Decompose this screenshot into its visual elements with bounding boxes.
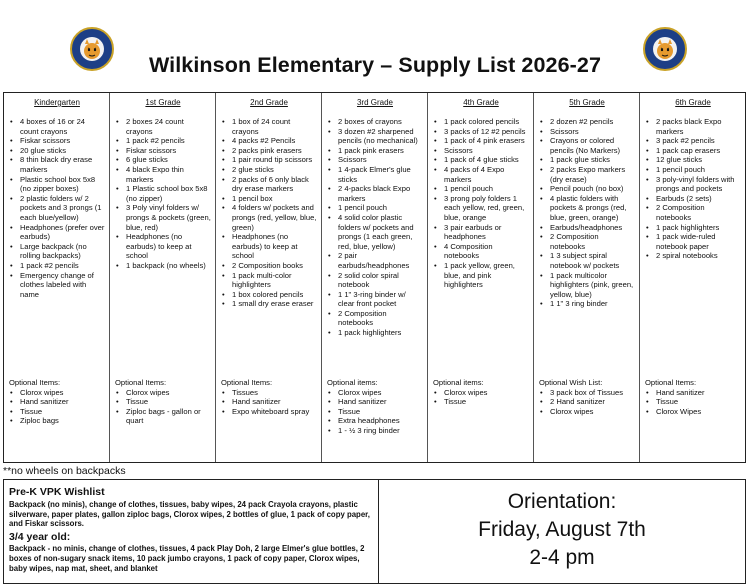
supply-item: • Scissors: [337, 155, 423, 165]
optional-item: • Hand sanitizer: [231, 397, 317, 407]
supply-item: • Headphones (no earbuds) to keep at school: [125, 232, 211, 261]
supply-item: • 1 pack of 4 glue sticks: [443, 155, 529, 165]
supply-item: • 1 pencil pouch: [337, 203, 423, 213]
grade-column-6th: [640, 93, 745, 462]
optional-item: • Tissue: [125, 397, 211, 407]
supply-item: • 1 box colored pencils: [231, 290, 317, 300]
supply-list: [115, 117, 211, 271]
optional-item: • Tissue: [655, 397, 741, 407]
supply-item: • 20 glue sticks: [19, 146, 105, 156]
supply-table: [3, 92, 746, 463]
supply-item: • 3 dozen #2 sharpened pencils (no mechanical): [337, 127, 423, 146]
optional-items: [433, 378, 529, 407]
optional-title: Optional Items:: [115, 378, 167, 387]
supply-item: • Scissors: [549, 127, 635, 137]
optional-item: • Tissues: [231, 388, 317, 398]
grade-heading: 3rd Grade: [356, 98, 394, 107]
optional-items: [645, 378, 741, 416]
supply-item: • 1 pack #2 pencils: [125, 136, 211, 146]
supply-item: • 3 Poly vinyl folders w/ prongs & pockets (green, blue, red): [125, 203, 211, 232]
supply-item: • 12 glue sticks: [655, 155, 741, 165]
optional-item: • Extra headphones: [337, 416, 423, 426]
optional-items: [115, 378, 211, 426]
supply-item: • 1 1" 3 ring binder: [549, 299, 635, 309]
optional-item: • 3 pack box of Tissues: [549, 388, 635, 398]
optional-title: Optional Items:: [221, 378, 273, 387]
supply-item: • 2 packs pink erasers: [231, 146, 317, 156]
orientation-time: 2-4 pm: [529, 545, 595, 569]
supply-item: • 2 pair earbuds/headphones: [337, 251, 423, 270]
supply-item: • Fiskar scissors: [19, 136, 105, 146]
supply-item: • 2 Composition notebooks: [337, 309, 423, 328]
supply-item: • 4 folders w/ pockets and prongs (red, yellow, blue, green): [231, 203, 317, 232]
supply-item: • 2 Composition notebooks: [655, 203, 741, 222]
supply-item: • 1 pack glue sticks: [549, 155, 635, 165]
supply-item: • Large backpack (no rolling backpacks): [19, 242, 105, 261]
supply-item: • Earbuds/headphones: [549, 223, 635, 233]
supply-item: • 2 solid color spiral notebook: [337, 271, 423, 290]
supply-item: • 1 pack of 4 pink erasers: [443, 136, 529, 146]
supply-list: [433, 117, 529, 290]
supply-item: • 1 pack yellow, green, blue, and pink highlighters: [443, 261, 529, 290]
supply-item: • 3 packs of 12 #2 pencils: [443, 127, 529, 137]
optional-title: Optional Items:: [9, 378, 61, 387]
optional-item: • Clorox wipes: [549, 407, 635, 417]
supply-item: • 1 3 subject spiral notebook w/ pockets: [549, 251, 635, 270]
three-four-year-text: Backpack - no minis, change of clothes, tissues, 4 pack Play Doh, 2 large Elmer's glue bottles, 2 boxes of non-sugary snack items, 10 pack jumbo crayons, 1 pack of copy paper, Clorox wipes, baby wipes, nap mat, sheet, and blanket: [9, 544, 365, 573]
grade-heading: 1st Grade: [145, 98, 181, 107]
supply-item: • 1 pack highlighters: [655, 223, 741, 233]
supply-item: • Crayons or colored pencils (No Markers): [549, 136, 635, 155]
optional-item: • Tissue: [443, 397, 529, 407]
bottom-section: [3, 479, 746, 584]
supply-item: • 2 packs Expo markers (dry erase): [549, 165, 635, 184]
supply-item: • 1 pair round tip scissors: [231, 155, 317, 165]
supply-item: • 1 1" 3-ring binder w/ clear front pocket: [337, 290, 423, 309]
supply-item: • 1 pack multicolor highlighters (pink, green, yellow, blue): [549, 271, 635, 300]
optional-items: [9, 378, 105, 426]
supply-item: • 2 Composition notebooks: [549, 232, 635, 251]
orientation-label: Orientation:: [507, 489, 617, 513]
supply-item: • 4 black Expo thin markers: [125, 165, 211, 184]
supply-item: • 2 boxes 24 count crayons: [125, 117, 211, 136]
supply-item: • 2 dozen #2 pencils: [549, 117, 635, 127]
orientation-date: Friday, August 7th: [478, 517, 646, 541]
supply-item: • 3 prong poly folders 1 each yellow, red, green, blue, orange: [443, 194, 529, 223]
supply-list: [327, 117, 423, 338]
supply-list: [221, 117, 317, 309]
supply-item: • 4 Composition notebooks: [443, 242, 529, 261]
optional-item: • Clorox wipes: [125, 388, 211, 398]
supply-item: • 1 pack multi-color highlighters: [231, 271, 317, 290]
supply-item: • 1 pencil pouch: [443, 184, 529, 194]
supply-item: • 3 pair earbuds or headphones: [443, 223, 529, 242]
supply-item: • 4 packs of 4 Expo markers: [443, 165, 529, 184]
supply-item: • 3 pack #2 pencils: [655, 136, 741, 146]
optional-item: • Clorox wipes: [443, 388, 529, 398]
supply-item: • 1 pencil pouch: [655, 165, 741, 175]
supply-item: • Scissors: [443, 146, 529, 156]
supply-list: [539, 117, 635, 309]
supply-item: • Plastic school box 5x8 (no zipper boxes): [19, 175, 105, 194]
supply-item: • 3 poly-vinyl folders with prongs and pockets: [655, 175, 741, 194]
supply-item: • 2 4-packs black Expo markers: [337, 184, 423, 203]
supply-item: • 2 Composition books: [231, 261, 317, 271]
supply-item: • 2 packs of 6 only black dry erase markers: [231, 175, 317, 194]
supply-item: • Headphones (prefer over earbuds): [19, 223, 105, 242]
supply-item: • 6 glue sticks: [125, 155, 211, 165]
supply-item: • 1 pencil box: [231, 194, 317, 204]
supply-item: • 8 thin black dry erase markers: [19, 155, 105, 174]
supply-item: • 1 pack #2 pencils: [19, 261, 105, 271]
optional-title: Optional Items:: [645, 378, 697, 387]
supply-item: • 1 4-pack Elmer's glue sticks: [337, 165, 423, 184]
supply-item: • 1 pack highlighters: [337, 328, 423, 338]
supply-item: • Fiskar scissors: [125, 146, 211, 156]
grade-column-2nd: [216, 93, 322, 462]
grade-heading: 6th Grade: [675, 98, 711, 107]
optional-item: • Tissue: [337, 407, 423, 417]
optional-item: • 1 - ½ 3 ring binder: [337, 426, 423, 436]
optional-item: • Ziploc bags: [19, 416, 105, 426]
supply-item: • 1 pack pink erasers: [337, 146, 423, 156]
supply-item: • 4 boxes of 16 or 24 count crayons: [19, 117, 105, 136]
optional-title: Optional items:: [327, 378, 378, 387]
optional-item: • Hand sanitizer: [337, 397, 423, 407]
optional-item: • Hand sanitizer: [19, 397, 105, 407]
orientation-box: [379, 480, 745, 583]
supply-item: • 4 solid color plastic folders w/ pockets and prongs (1 each green, red, blue, yellow): [337, 213, 423, 251]
optional-items: [327, 378, 423, 436]
supply-item: • Emergency change of clothes labeled with name: [19, 271, 105, 300]
supply-item: • 1 Plastic school box 5x8 (no zipper): [125, 184, 211, 203]
grade-heading: Kindergarten: [34, 98, 80, 107]
grade-column-1st: [110, 93, 216, 462]
supply-list: [9, 117, 105, 299]
grade-heading: 2nd Grade: [250, 98, 288, 107]
supply-item: • Earbuds (2 sets): [655, 194, 741, 204]
optional-items: [539, 378, 635, 416]
grade-heading: 4th Grade: [463, 98, 499, 107]
supply-item: • 1 backpack (no wheels): [125, 261, 211, 271]
supply-item: • 2 packs black Expo markers: [655, 117, 741, 136]
supply-item: • 2 boxes of crayons: [337, 117, 423, 127]
supply-item: • 1 box of 24 count crayons: [231, 117, 317, 136]
supply-item: • 2 spiral notebooks: [655, 251, 741, 261]
supply-item: • 2 plastic folders w/ 2 pockets and 3 prongs (1 each blue/yellow): [19, 194, 105, 223]
optional-item: • Clorox Wipes: [655, 407, 741, 417]
optional-item: • Clorox wipes: [19, 388, 105, 398]
supply-item: • Headphones (no earbuds) to keep at school: [231, 232, 317, 261]
supply-item: • 4 packs #2 Pencils: [231, 136, 317, 146]
supply-item: • 1 pack cap erasers: [655, 146, 741, 156]
optional-item: • Ziploc bags - gallon or quart: [125, 407, 211, 426]
supply-item: • Pencil pouch (no box): [549, 184, 635, 194]
supply-item: • 1 pack colored pencils: [443, 117, 529, 127]
optional-items: [221, 378, 317, 416]
grade-column-kindergarten: [4, 93, 110, 462]
optional-title: Optional Wish List:: [539, 378, 603, 387]
prek-title: Pre-K VPK Wishlist: [9, 486, 105, 498]
prek-text: Backpack (no minis), change of clothes, tissues, baby wipes, 24 pack Crayola crayons, plastic silverware, paper plates, gallon ziploc bags, Clorox wipes, 2 bottles of glue, 1 pack of copy paper, and Fiskar scissors.: [9, 500, 370, 529]
supply-item: • 2 glue sticks: [231, 165, 317, 175]
three-four-year-title: 3/4 year old:: [9, 531, 71, 544]
prek-wishlist: [4, 480, 379, 583]
grade-column-3rd: [322, 93, 428, 462]
optional-item: • 2 Hand sanitizer: [549, 397, 635, 407]
supply-list: [645, 117, 741, 261]
grade-heading: 5th Grade: [569, 98, 605, 107]
grade-column-4th: [428, 93, 534, 462]
optional-item: • Hand sanitizer: [655, 388, 741, 398]
optional-item: • Expo whiteboard spray: [231, 407, 317, 417]
supply-item: • 1 pack wide-ruled notebook paper: [655, 232, 741, 251]
optional-item: • Tissue: [19, 407, 105, 417]
page-title: Wilkinson Elementary – Supply List 2026-27: [148, 53, 602, 77]
supply-item: • 4 plastic folders with pockets & prongs (red, blue, green, orange): [549, 194, 635, 223]
optional-title: Optional items:: [433, 378, 484, 387]
grade-column-5th: [534, 93, 640, 462]
backpack-note: **no wheels on backpacks: [3, 465, 126, 477]
supply-item: • 1 small dry erase eraser: [231, 299, 317, 309]
optional-item: • Clorox wipes: [337, 388, 423, 398]
